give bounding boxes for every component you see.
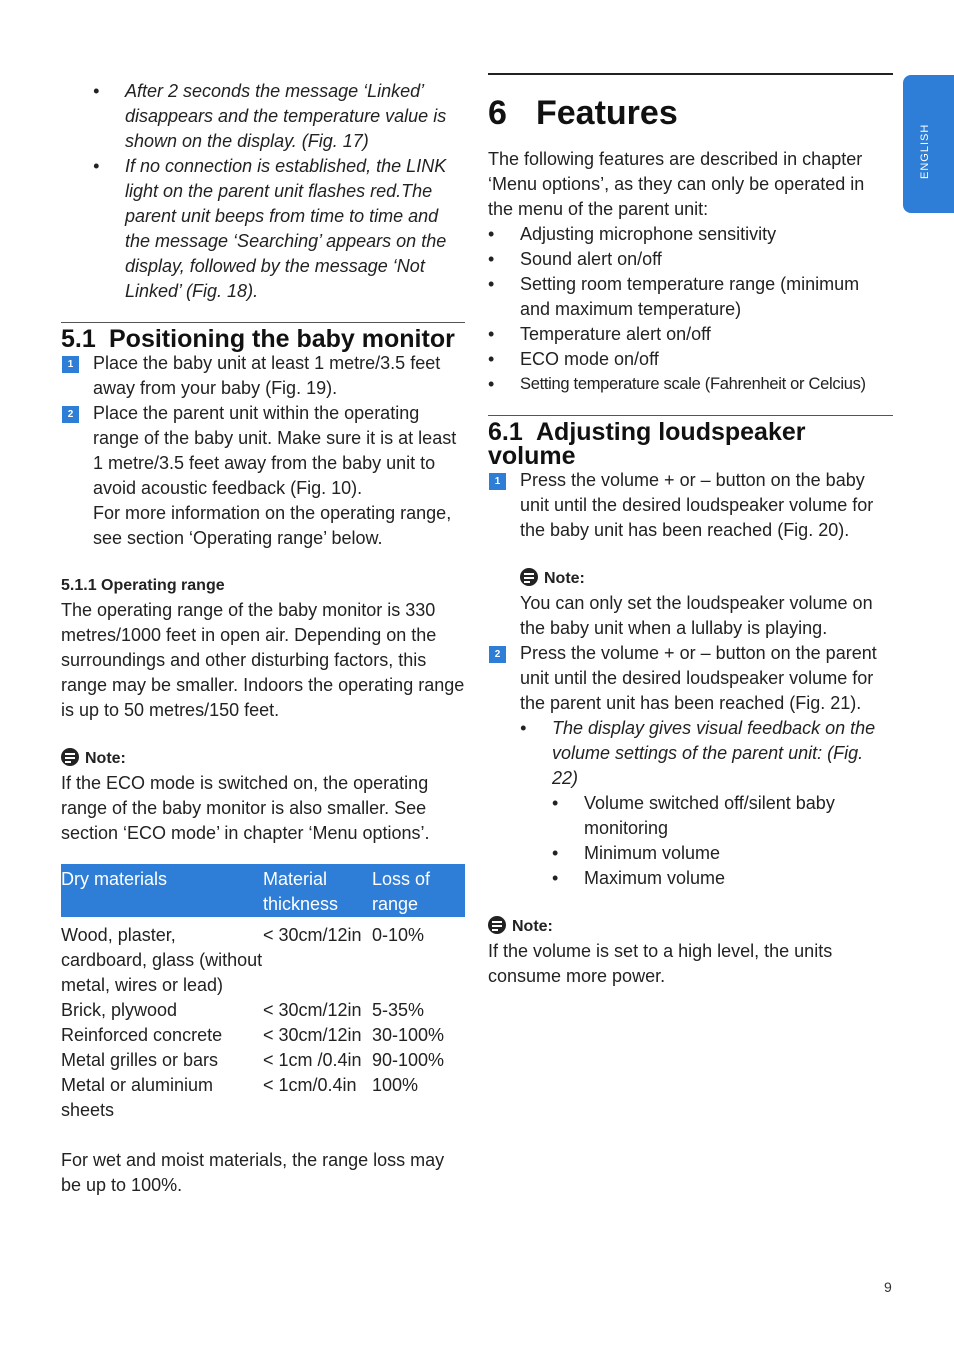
feature-item: • Adjusting microphone sensitivity [488, 224, 777, 244]
feature-item: • Sound alert on/off [488, 249, 662, 269]
volume-level-item: • Minimum volume [552, 843, 721, 863]
step-2: 2 Place the parent unit within the operating range of the baby unit. Make sure it is at least 1 metre/3.5 feet away from the baby unit to avoid acoustic feedback (Fig. 10). For more information on the operating range, see section ‘Operating range’ below. [61, 401, 465, 551]
feature-item: • Setting temperature scale (Fahrenheit or Celcius) [488, 374, 866, 394]
intro-bullet: • After 2 seconds the message ‘Linked’ disappears and the temperature value is shown on the display. (Fig. 17) [93, 81, 447, 151]
chapter-intro: The following features are described in chapter ‘Menu options’, as they can only be operated in the menu of the parent unit: [488, 149, 865, 219]
page-number: 9 [884, 1279, 892, 1295]
note-block: Note: You can only set the loudspeaker volume on the baby unit when a lullaby is playing. [520, 570, 873, 638]
step-extra-text: For more information on the operating range, see section ‘Operating range’ below. [93, 503, 452, 548]
step-number-badge: 1 [489, 473, 506, 490]
section-heading: 5.1 Positioning the baby monitor [61, 325, 455, 353]
language-tab [903, 75, 954, 213]
table-row: Reinforced concrete < 30cm/12in 30-100% [61, 1025, 445, 1045]
chapter-title: 6 Features [488, 94, 678, 132]
table-header: Dry materials [61, 864, 263, 917]
note-block: Note: If the ECO mode is switched on, the operating range of the baby monitor is also smaller. See section ‘ECO mode’ in chapter ‘Menu options’. [61, 750, 430, 843]
step-number-badge: 2 [62, 406, 79, 423]
note-block: Note: If the volume is set to a high level, the units consume more power. [488, 918, 833, 986]
feature-item: • ECO mode on/off [488, 349, 659, 369]
language-tab-label: ENGLISH [919, 123, 931, 179]
materials-table [61, 864, 465, 1123]
step-2: 2 Press the volume + or – button on the parent unit until the desired loudspeaker volume for the parent unit has been reached (Fig. 21). [488, 641, 893, 716]
feature-item: • Temperature alert on/off [488, 324, 711, 344]
subsection-heading: 5.1.1 Operating range [61, 577, 225, 594]
chapter-rule [488, 73, 893, 75]
volume-level-item: • Maximum volume [552, 868, 726, 888]
section-heading: 6.1 Adjusting loudspeaker volume [488, 418, 806, 470]
wet-materials-text: For wet and moist materials, the range loss may be up to 100%. [61, 1150, 445, 1195]
note-icon [61, 748, 79, 766]
left-column [61, 79, 465, 1198]
note-icon [488, 916, 506, 934]
step-number-badge: 2 [489, 646, 506, 663]
volume-level-item: • Volume switched off/silent baby monitoring [552, 793, 835, 838]
table-header: Material thickness [263, 864, 372, 917]
table-header: Loss of range [372, 864, 465, 917]
step-1: 1 Press the volume + or – button on the baby unit until the desired loudspeaker volume for the baby unit has been reached (Fig. 20). [488, 468, 893, 543]
table-row: Metal or aluminium sheets < 1cm/0.4in 100% [61, 1075, 419, 1120]
section-5-1 [61, 322, 465, 351]
step-1: 1 Place the baby unit at least 1 metre/3.5 feet away from your baby (Fig. 19). [61, 351, 465, 401]
table-row: Wood, plaster, cardboard, glass (without metal, wires or lead) < 30cm/12in 0-10% [61, 925, 425, 995]
table-row: Brick, plywood < 30cm/12in 5-35% [61, 1000, 425, 1020]
right-column [488, 73, 893, 989]
operating-range-text: The operating range of the baby monitor is 330 metres/1000 feet in open air. Depending on the surroundings and other disturbing factors, this range may be smaller. Indoors the operating range is up to 50 metres/150 feet. [61, 600, 465, 720]
table-row: Metal grilles or bars < 1cm /0.4in 90-100% [61, 1050, 445, 1070]
note-icon [520, 568, 538, 586]
intro-bullet: • If no connection is established, the LINK light on the parent unit flashes red.The parent unit beeps from time to time and the message ‘Searching’ appears on the display, followed by the message ‘Not Linked’ (Fig. 18). [93, 156, 447, 301]
step-number-badge: 1 [62, 356, 79, 373]
sub-bullet: • The display gives visual feedback on the volume settings of the parent unit: (Fig. 22) [520, 718, 876, 788]
section-6-1 [488, 415, 893, 468]
feature-item: • Setting room temperature range (minimum and maximum temperature) [488, 274, 860, 319]
